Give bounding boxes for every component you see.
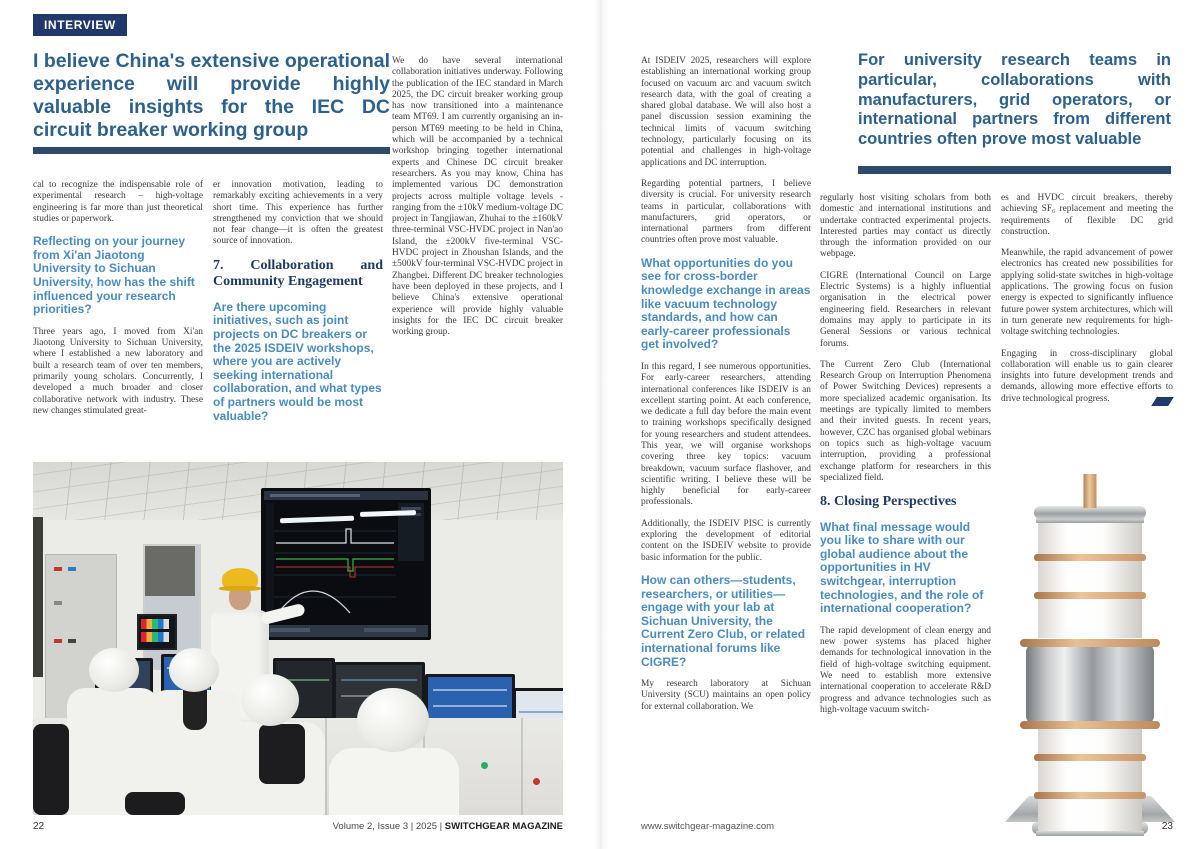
- body-paragraph: regularly host visiting scholars from both domestic and international institutions and undertake contracted experimental projects. Interested parties may contact us directly through the information provided on our webpage.: [820, 193, 991, 260]
- body-paragraph: The Current Zero Club (International Research Group on Interruption Phenomena of Power Switching Devices) represents a more specialized academic organisation. Its meetings are typically limited to members and their invited guests. In recent years, however, CZC has organised global webinars on topics such as high-voltage vacuum interruption, providing a professional exchange platform for researchers in this specialized field.: [820, 359, 991, 483]
- photo-chair: [33, 724, 69, 815]
- right-column-2: [820, 193, 991, 726]
- body-paragraph: Meanwhile, the rapid advancement of power electronics has created new possibilities for applying solid-state switches in high-voltage applications. The growing focus on fusion energy is expected to significantly influence future power system architectures, which will in turn generate new requirements for high-voltage switching technologies.: [1001, 248, 1173, 338]
- body-paragraph: We do have several international collaboration initiatives underway. Following the publication of the IEC standard in March 2025, the DC circuit breaker working group has now transitioned into a maintenance team MT69. I am currently organising an in-person MT69 meeting to be held in China, which will be accompanied by a technical workshop bringing together international experts and Chinese DC circuit breaker researchers. As you may know, China has implemented various DC demonstration projects across multiple voltage levels - ranging from the ±10kV medium-voltage DC project in Tangjiawan, Zhuhai to the ±160kV three-terminal VSC-HVDC project in Nan'ao Island, the ±200kV five-terminal VSC-HVDC project in Zhoushan Islands, and the ±500kV four-terminal VSC-HVDC project in Zhangbei. Different DC breaker technologies have been deployed in these projects, and I believe China's extensive operational experience will provide highly valuable insights for the IEC DC circuit breaker working group.: [392, 56, 563, 338]
- body-paragraph: The rapid development of clean energy and new power systems has placed higher demands for technological innovation in the field of high-voltage switching equipment. We need to establish more extensive international cooperation to accelerate R&D progress and advance technologies such as high-voltage vacuum switch-: [820, 625, 991, 715]
- closing-paragraph: Engaging in cross-disciplinary global collaboration will enable us to gain clearer insights into future development trends and demands, allowing more effective efforts to drive technological progress.: [1001, 348, 1173, 404]
- section-heading: 7. Collaboration and Community Engagement: [213, 257, 383, 290]
- body-paragraph: CIGRE (International Council on Large Electric Systems) is a highly influential organisation in the electrical power engineering field. Researchers in relevant domains may apply to participate in its General Sessions or various technical forums.: [820, 270, 991, 349]
- device-lower-ceramic: [1038, 728, 1142, 836]
- photo-white-hard-hat: [89, 648, 139, 692]
- magazine-name: SWITCHGEAR MAGAZINE: [444, 821, 563, 832]
- body-paragraph: In this regard, I see numerous opportunities. For early-career researchers, attending international conferences like ISDEIV is an excellent starting point. At each conference, we dedicate a full day before the main event to training workshops specifically designed for young researchers and student attendees. This year, we will organise workshops covering three key topics: vacuum breakdown, vacuum surface flashover, and scientific writing. I believe these will be highly beneficial for early-career professionals.: [641, 361, 811, 508]
- body-paragraph: Additionally, the ISDEIV PISC is currently exploring the development of editorial content on the ISDEIV website to provide basic information for the public.: [641, 518, 811, 563]
- device-copper-ring: [1020, 639, 1160, 647]
- control-room-photo: [33, 462, 563, 815]
- right-column-3: [1001, 193, 1173, 415]
- body-paragraph: er innovation motivation, leading to remarkably exciting achievements in a very short time. This experience has further strengthened my conviction that we should not fear change—it is often the greatest source of innovation.: [213, 180, 383, 247]
- issue-footer: [230, 821, 563, 832]
- page-number-left: 22: [33, 821, 45, 832]
- photo-roller-blind: [145, 546, 195, 596]
- photo-white-hard-hat: [241, 674, 299, 726]
- page-number-right: 23: [1161, 821, 1173, 832]
- photo-trainee-hair: [183, 690, 207, 730]
- body-paragraph: At ISDEIV 2025, researchers will explore establishing an international working group focused on vacuum arc and vacuum switch research data, with the goal of creating a shared global database. We will also host a panel discussion session examining the technical limits of vacuum switching technology, particularly focusing on its potential and challenges in high-voltage applications and DC interruption.: [641, 56, 811, 168]
- body-paragraph: cal to recognize the indispensable role of experimental research – high-voltage engineering is far more than just theoretical studies or paperwork.: [33, 180, 203, 224]
- device-copper-ring: [1020, 721, 1160, 729]
- device-steel-midsection: [1026, 644, 1154, 724]
- photo-chair: [125, 792, 185, 815]
- device-copper-ring: [1034, 754, 1146, 761]
- body-paragraph: Three years ago, I moved from Xi'an Jiaotong University to Sichuan University, where I established a new laboratory and built a research team of over ten members, primarily young scholars. Concurrently, I developed a much broader and closer collaborative network with industry. These new changes stimulated great-: [33, 326, 203, 416]
- right-column-1: [641, 56, 811, 723]
- photo-white-hard-hat: [169, 648, 219, 692]
- device-copper-ring: [1034, 792, 1146, 799]
- photo-test-pattern-monitor: [137, 614, 177, 650]
- section-heading: 8. Closing Perspectives: [820, 494, 957, 510]
- device-copper-ring: [1034, 554, 1146, 561]
- article-headline: I believe China's extensive operational experience will provide highly valuable insights for the IEC DC circuit breaker working group: [33, 50, 390, 141]
- photo-white-hard-hat: [357, 688, 429, 752]
- left-column-2: [213, 180, 383, 433]
- pull-quote: For university research teams in particular, collaborations with manufacturers, grid operators, or international partners from different countries often prove most valuable: [858, 51, 1171, 149]
- photo-trainee-body: [329, 748, 459, 815]
- device-copper-stem: [1084, 474, 1097, 508]
- interview-question: How can others—students, researchers, or utilities—engage with your lab at Sichuan University, the Current Zero Club, or related international forums like CIGRE?: [641, 572, 806, 669]
- body-paragraph: My research laboratory at Sichuan University (SCU) maintains an open policy for external collaboration. We: [641, 679, 811, 712]
- left-column-3: [392, 56, 563, 348]
- interview-question: What opportunities do you see for cross-border knowledge exchange in areas like vacuum technology standards, and how can early-career professionals get involved?: [641, 255, 811, 352]
- issue-info: Volume 2, Issue 3 | 2025 |: [332, 821, 445, 832]
- body-paragraph: [1001, 349, 1173, 405]
- pull-quote-rule: [858, 166, 1171, 174]
- photo-left-panel: [33, 517, 43, 677]
- device-upper-ceramic: [1038, 518, 1142, 638]
- headline-rule: [33, 147, 390, 154]
- vacuum-interrupter-photo: [1000, 474, 1180, 822]
- body-paragraph: es and HVDC circuit breakers, thereby achieving SF₆ replacement and meeting the requirements of flexible DC grid construction.: [1001, 193, 1173, 237]
- interview-badge: INTERVIEW: [33, 14, 127, 36]
- website-footer: www.switchgear-magazine.com: [641, 821, 775, 832]
- left-column-1: [33, 180, 203, 427]
- photo-hard-hat-brim: [219, 586, 261, 591]
- interview-question: Are there upcoming initiatives, such as joint projects on DC breakers or the 2025 ISDEIV workshops, where you are actively seeking international collaboration, and what types of partners would be most valuable?: [213, 299, 382, 423]
- interview-question: What final message would you like to share with our global audience about the opportunities in HV switchgear, interruption technologies, and the role of international cooperation?: [820, 519, 984, 616]
- device-copper-ring: [1034, 592, 1146, 599]
- body-paragraph: Regarding potential partners, I believe diversity is crucial. For university research teams in particular, collaborations with manufacturers, grid operators, or international partners from different countries often prove most valuable.: [641, 178, 811, 246]
- page-fold: [593, 0, 609, 849]
- interview-question: Reflecting on your journey from Xi'an Jiaotong University to Sichuan University, how has the shift influenced your research priorities?: [33, 234, 195, 317]
- photo-trainee-hoodie: [259, 724, 305, 784]
- end-of-article-icon: [1151, 397, 1174, 406]
